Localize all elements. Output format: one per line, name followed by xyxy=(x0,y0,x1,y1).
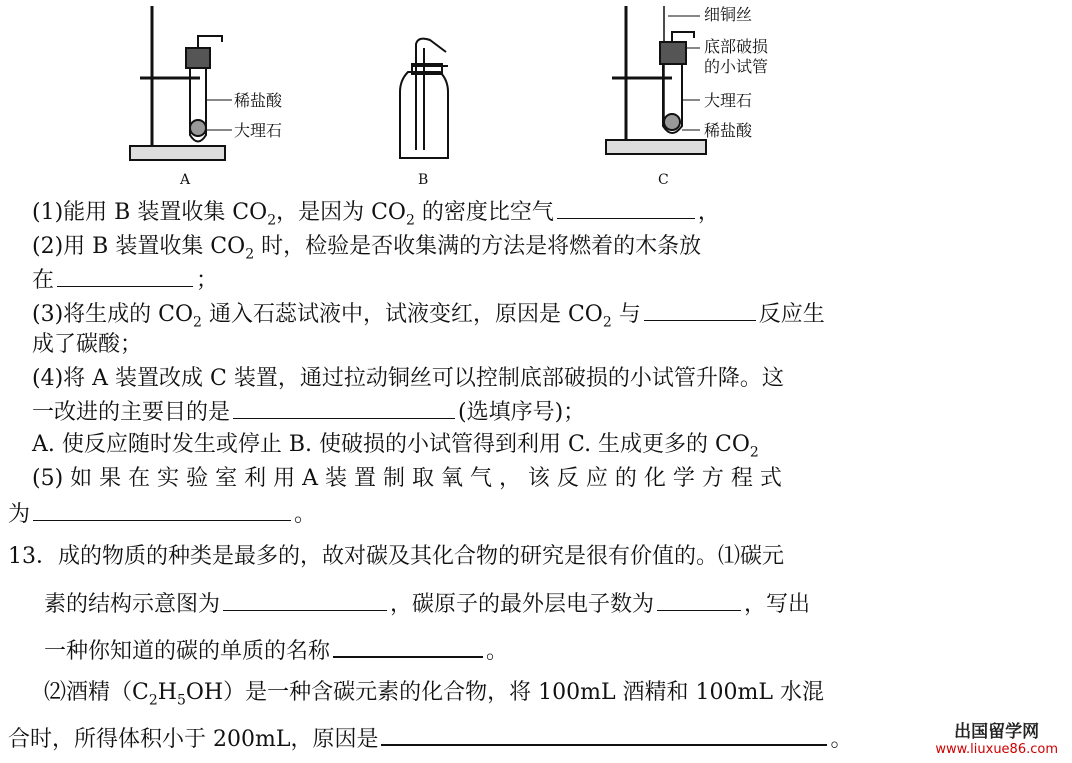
q13-reason-blank[interactable] xyxy=(381,722,827,746)
label-c-tube: 的小试管 xyxy=(704,57,769,76)
q2-line1: (2)用 B 装置收集 $CO_2$ 时，检验是否收集满的方法是将燃着的木条放 xyxy=(32,234,702,263)
q13-line1: 13．成的物质的种类是最多的，故对碳及其化合物的研究是很有价值的。⑴碳元 xyxy=(8,544,784,569)
q3-line1: (3)将生成的 $CO_2$ 通入石蕊试液中，试液变红，原因是 $CO_2$ 与 反应生 xyxy=(32,298,825,330)
q13-line2: 素的结构示意图为 ，碳原子的最外层电子数为 ，写出 xyxy=(44,588,810,620)
q4-line1: (4)将 A 装置改成 C 装置，通过拉动铜丝可以控制底部破损的小试管升降。这 xyxy=(32,366,784,391)
q2-blank[interactable] xyxy=(57,264,193,287)
q13-electron-blank[interactable] xyxy=(657,588,741,611)
q5-blank[interactable] xyxy=(33,498,291,521)
q5-line2: 为 。 xyxy=(8,498,316,530)
q1-line: (1)能用 B 装置收集 $CO_2$，是因为 $CO_2$ 的密度比空气 ， xyxy=(32,196,720,228)
q3-line2: 成了碳酸； xyxy=(32,332,143,357)
letter-b: B xyxy=(418,172,429,188)
label-a-marble: 大理石 xyxy=(234,121,283,140)
label-c-acid: 稀盐酸 xyxy=(704,121,753,140)
q13-line5: 合时，所得体积小于 200mL，原因是 。 xyxy=(8,722,852,755)
q4-line2: 一改进的主要目的是 (选填序号)； xyxy=(32,396,585,428)
apparatus-a xyxy=(130,6,232,160)
q13-line3: 一种你知道的碳的单质的名称 。 xyxy=(44,634,508,667)
q13-structure-blank[interactable] xyxy=(223,588,387,611)
letter-a: A xyxy=(180,172,191,188)
apparatus-b xyxy=(400,39,448,158)
label-a-acid: 稀盐酸 xyxy=(234,91,283,110)
apparatus-figure xyxy=(0,0,1072,190)
q3-blank[interactable] xyxy=(644,298,756,321)
q13-line4: ⑵酒精$(C_2H_5OH)$是一种含碳元素的化合物，将 100mL 酒精和 100mL 水混 xyxy=(44,680,824,709)
q4-blank[interactable] xyxy=(233,396,455,419)
letter-c: C xyxy=(658,172,669,188)
q5-line1: (5) 如 果 在 实 验 室 利 用 A 装 置 制 取 氧 气 ， 该 反 应 的 化 学 方 程 式 xyxy=(32,466,782,491)
label-c-wire: 细铜丝 xyxy=(704,5,753,24)
q4-options: A. 使反应随时发生或停止 B. 使破损的小试管得到利用 C. 生成更多的 $CO_2$ xyxy=(32,432,759,461)
q1-blank[interactable] xyxy=(557,196,695,219)
label-c-broken: 底部破损 xyxy=(704,37,769,56)
q2-line2: 在 ； xyxy=(32,264,218,296)
watermark-logo: 出国留学网 www.liuxue86.com xyxy=(935,722,1058,757)
apparatus-c xyxy=(606,6,706,154)
q13-element-blank[interactable] xyxy=(333,634,483,658)
label-c-marble: 大理石 xyxy=(704,91,753,110)
